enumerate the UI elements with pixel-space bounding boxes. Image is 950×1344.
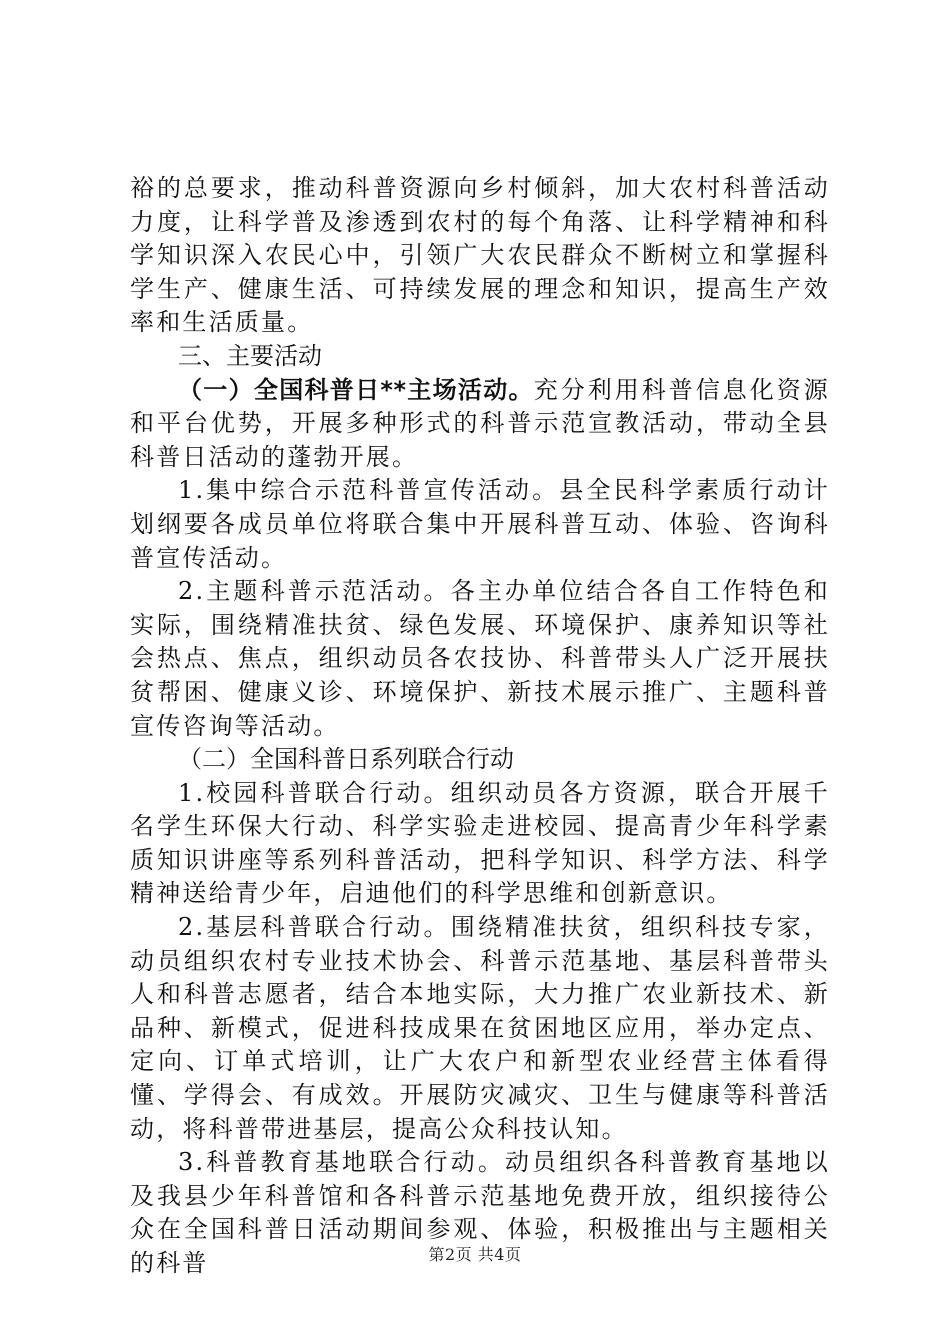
subsection-2-item-3: 3.科普教育基地联合行动。动员组织各科普教育基地以及我县少年科普馆和各科普示范基地免费开放，组织接待公众在全国科普日活动期间参观、体验，积极推出与主题相关的科普 [130, 1148, 830, 1277]
page-footer: 第2页 共4页 [428, 1245, 522, 1264]
subsection-1-text: 充分利用科普信息化资源和平台优势，开展多种形式的科普示范宣教活动，带动全县科普日活动的蓬勃开展。 [130, 375, 830, 471]
subsection-1-item-1: 1.集中综合示范科普宣传活动。县全民科学素质行动计划纲要各成员单位将联合集中开展科普互动、体验、咨询科普宣传活动。 [130, 476, 830, 572]
subsection-1-paragraph [130, 374, 830, 475]
document-body [130, 172, 830, 1281]
subsection-1-heading: （一）全国科普日**主场活动。 [178, 375, 534, 404]
subsection-2-item-1: 1.校园科普联合行动。组织动员各方资源，联合开展千名学生环保大行动、科学实验走进校园、提高青少年科学素质知识讲座等系列科普活动，把科学知识、科学方法、科学精神送给青少年，启迪他们的科学思维和创新意识。 [130, 778, 830, 908]
subsection-2-heading: （二）全国科普日系列联合行动 [178, 745, 514, 774]
paragraph-continuation: 裕的总要求，推动科普资源向乡村倾斜，加大农村科普活动力度，让科学普及渗透到农村的每个角落、让科学精神和科学知识深入农民心中，引领广大农民群众不断树立和掌握科学生产、健康生活、可持续发展的理念和知识，提高生产效率和生活质量。 [130, 174, 830, 337]
subsection-2-item-2: 2.基层科普联合行动。围绕精准扶贫，组织科技专家，动员组织农村专业技术协会、科普示范基地、基层科普带头人和科普志愿者，结合本地实际，大力推广农业新技术、新品种、新模式，促进科技成果在贫困地区应用，举办定点、定向、订单式培训，让广大农户和新型农业经营主体看得懂、学得会、有成效。开展防灾减灾、卫生与健康等科普活动，将科普带进基层，提高公众科技认知。 [130, 913, 830, 1143]
section-heading-main-activities: 三、主要活动 [178, 341, 322, 370]
subsection-1-item-2: 2.主题科普示范活动。各主办单位结合各自工作特色和实际，围绕精准扶贫、绿色发展、环境保护、康养知识等社会热点、焦点，组织动员各农技协、科普带头人广泛开展扶贫帮困、健康义诊、环境保护、新技术展示推广、主题科普宣传咨询等活动。 [130, 577, 830, 740]
